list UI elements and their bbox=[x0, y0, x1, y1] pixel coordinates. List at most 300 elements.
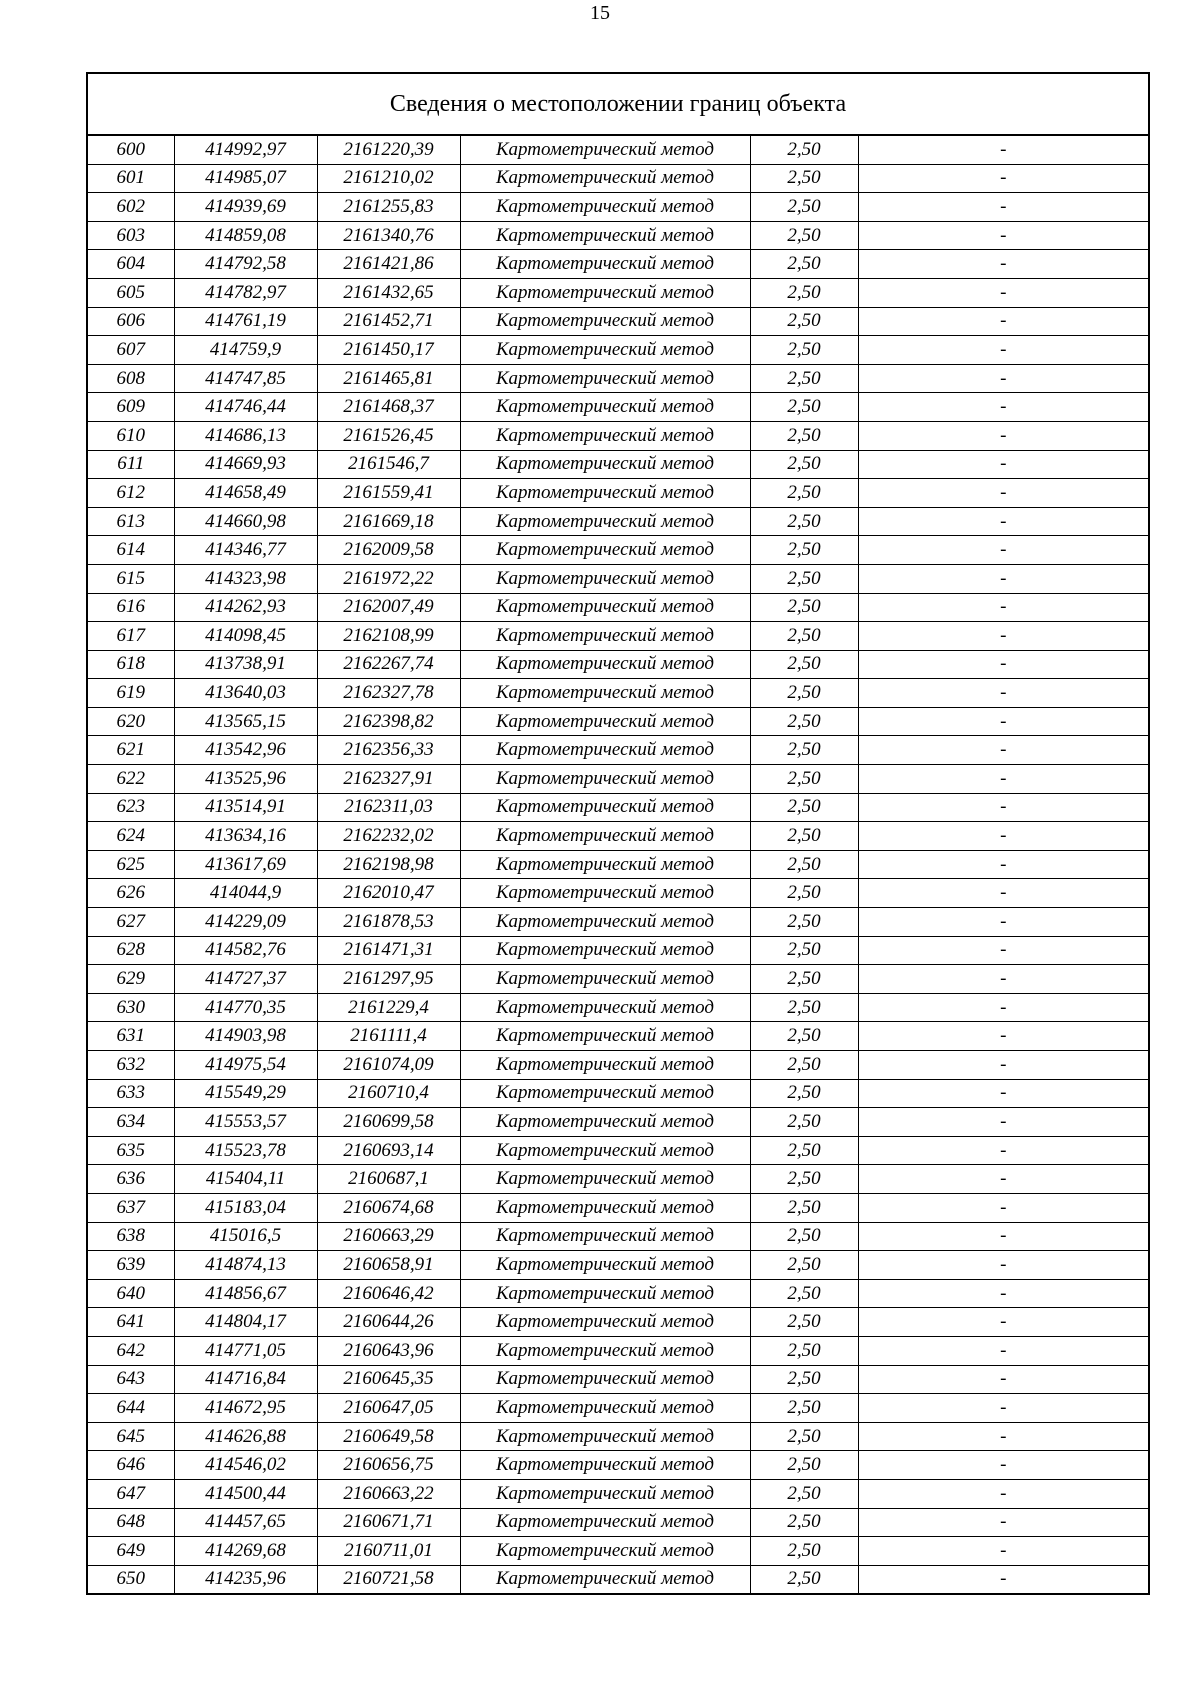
x-coordinate-cell: 414500,44 bbox=[174, 1479, 317, 1508]
description-cell: - bbox=[858, 507, 1148, 536]
description-cell: - bbox=[858, 1479, 1148, 1508]
accuracy-cell: 2,50 bbox=[750, 879, 858, 908]
method-cell: Картометрический метод bbox=[460, 593, 750, 622]
x-coordinate-cell: 414669,93 bbox=[174, 450, 317, 479]
method-cell: Картометрический метод bbox=[460, 1565, 750, 1593]
x-coordinate-cell: 415183,04 bbox=[174, 1193, 317, 1222]
accuracy-cell: 2,50 bbox=[750, 593, 858, 622]
table-row bbox=[88, 765, 1148, 794]
method-cell: Картометрический метод bbox=[460, 536, 750, 565]
description-cell: - bbox=[858, 164, 1148, 193]
y-coordinate-cell: 2160663,22 bbox=[317, 1479, 460, 1508]
y-coordinate-cell: 2161468,37 bbox=[317, 393, 460, 422]
description-cell: - bbox=[858, 936, 1148, 965]
accuracy-cell: 2,50 bbox=[750, 850, 858, 879]
point-number-cell: 603 bbox=[88, 221, 174, 250]
method-cell: Картометрический метод bbox=[460, 1479, 750, 1508]
method-cell: Картометрический метод bbox=[460, 822, 750, 851]
y-coordinate-cell: 2162007,49 bbox=[317, 593, 460, 622]
point-number-cell: 643 bbox=[88, 1365, 174, 1394]
accuracy-cell: 2,50 bbox=[750, 336, 858, 365]
table-row bbox=[88, 278, 1148, 307]
x-coordinate-cell: 414346,77 bbox=[174, 536, 317, 565]
accuracy-cell: 2,50 bbox=[750, 936, 858, 965]
table-row bbox=[88, 1079, 1148, 1108]
method-cell: Картометрический метод bbox=[460, 1022, 750, 1051]
accuracy-cell: 2,50 bbox=[750, 1222, 858, 1251]
accuracy-cell: 2,50 bbox=[750, 393, 858, 422]
description-cell: - bbox=[858, 564, 1148, 593]
method-cell: Картометрический метод bbox=[460, 250, 750, 279]
description-cell: - bbox=[858, 336, 1148, 365]
x-coordinate-cell: 414269,68 bbox=[174, 1537, 317, 1566]
table-row bbox=[88, 593, 1148, 622]
x-coordinate-cell: 414044,9 bbox=[174, 879, 317, 908]
x-coordinate-cell: 414782,97 bbox=[174, 278, 317, 307]
accuracy-cell: 2,50 bbox=[750, 450, 858, 479]
point-number-cell: 604 bbox=[88, 250, 174, 279]
x-coordinate-cell: 413565,15 bbox=[174, 707, 317, 736]
description-cell: - bbox=[858, 850, 1148, 879]
y-coordinate-cell: 2161229,4 bbox=[317, 993, 460, 1022]
point-number-cell: 635 bbox=[88, 1136, 174, 1165]
table-row bbox=[88, 307, 1148, 336]
accuracy-cell: 2,50 bbox=[750, 1022, 858, 1051]
table-row bbox=[88, 1394, 1148, 1423]
accuracy-cell: 2,50 bbox=[750, 278, 858, 307]
description-cell: - bbox=[858, 707, 1148, 736]
table-row bbox=[88, 164, 1148, 193]
table-row bbox=[88, 936, 1148, 965]
method-cell: Картометрический метод bbox=[460, 936, 750, 965]
point-number-cell: 619 bbox=[88, 679, 174, 708]
coordinates-table-body bbox=[88, 136, 1148, 1593]
description-cell: - bbox=[858, 679, 1148, 708]
point-number-cell: 602 bbox=[88, 193, 174, 222]
y-coordinate-cell: 2160663,29 bbox=[317, 1222, 460, 1251]
table-row bbox=[88, 850, 1148, 879]
accuracy-cell: 2,50 bbox=[750, 1422, 858, 1451]
method-cell: Картометрический метод bbox=[460, 136, 750, 164]
y-coordinate-cell: 2160721,58 bbox=[317, 1565, 460, 1593]
table-row bbox=[88, 650, 1148, 679]
accuracy-cell: 2,50 bbox=[750, 1508, 858, 1537]
point-number-cell: 627 bbox=[88, 908, 174, 937]
description-cell: - bbox=[858, 622, 1148, 651]
accuracy-cell: 2,50 bbox=[750, 221, 858, 250]
method-cell: Картометрический метод bbox=[460, 336, 750, 365]
point-number-cell: 625 bbox=[88, 850, 174, 879]
method-cell: Картометрический метод bbox=[460, 908, 750, 937]
point-number-cell: 631 bbox=[88, 1022, 174, 1051]
y-coordinate-cell: 2160658,91 bbox=[317, 1251, 460, 1280]
accuracy-cell: 2,50 bbox=[750, 1565, 858, 1593]
description-cell: - bbox=[858, 965, 1148, 994]
point-number-cell: 609 bbox=[88, 393, 174, 422]
method-cell: Картометрический метод bbox=[460, 736, 750, 765]
y-coordinate-cell: 2161526,45 bbox=[317, 421, 460, 450]
description-cell: - bbox=[858, 450, 1148, 479]
method-cell: Картометрический метод bbox=[460, 1136, 750, 1165]
x-coordinate-cell: 414874,13 bbox=[174, 1251, 317, 1280]
x-coordinate-cell: 415404,11 bbox=[174, 1165, 317, 1194]
method-cell: Картометрический метод bbox=[460, 1079, 750, 1108]
x-coordinate-cell: 414546,02 bbox=[174, 1451, 317, 1480]
method-cell: Картометрический метод bbox=[460, 1422, 750, 1451]
table-row bbox=[88, 421, 1148, 450]
y-coordinate-cell: 2161559,41 bbox=[317, 479, 460, 508]
description-cell: - bbox=[858, 136, 1148, 164]
point-number-cell: 606 bbox=[88, 307, 174, 336]
description-cell: - bbox=[858, 1365, 1148, 1394]
x-coordinate-cell: 414992,97 bbox=[174, 136, 317, 164]
table-row bbox=[88, 450, 1148, 479]
table-row bbox=[88, 1022, 1148, 1051]
page-number: 15 bbox=[590, 2, 610, 24]
point-number-cell: 638 bbox=[88, 1222, 174, 1251]
method-cell: Картометрический метод bbox=[460, 793, 750, 822]
accuracy-cell: 2,50 bbox=[750, 1165, 858, 1194]
point-number-cell: 608 bbox=[88, 364, 174, 393]
table-row bbox=[88, 536, 1148, 565]
point-number-cell: 630 bbox=[88, 993, 174, 1022]
table-row bbox=[88, 136, 1148, 164]
table-row bbox=[88, 564, 1148, 593]
method-cell: Картометрический метод bbox=[460, 1251, 750, 1280]
table-row bbox=[88, 1479, 1148, 1508]
x-coordinate-cell: 414746,44 bbox=[174, 393, 317, 422]
x-coordinate-cell: 414856,67 bbox=[174, 1279, 317, 1308]
table-row bbox=[88, 1222, 1148, 1251]
y-coordinate-cell: 2160693,14 bbox=[317, 1136, 460, 1165]
table-row bbox=[88, 1108, 1148, 1137]
y-coordinate-cell: 2161432,65 bbox=[317, 278, 460, 307]
table-row bbox=[88, 1422, 1148, 1451]
table-row bbox=[88, 908, 1148, 937]
description-cell: - bbox=[858, 593, 1148, 622]
y-coordinate-cell: 2162009,58 bbox=[317, 536, 460, 565]
y-coordinate-cell: 2160647,05 bbox=[317, 1394, 460, 1423]
point-number-cell: 601 bbox=[88, 164, 174, 193]
y-coordinate-cell: 2161465,81 bbox=[317, 364, 460, 393]
table-row bbox=[88, 879, 1148, 908]
point-number-cell: 612 bbox=[88, 479, 174, 508]
accuracy-cell: 2,50 bbox=[750, 536, 858, 565]
description-cell: - bbox=[858, 879, 1148, 908]
point-number-cell: 613 bbox=[88, 507, 174, 536]
point-number-cell: 615 bbox=[88, 564, 174, 593]
accuracy-cell: 2,50 bbox=[750, 164, 858, 193]
point-number-cell: 624 bbox=[88, 822, 174, 851]
method-cell: Картометрический метод bbox=[460, 1279, 750, 1308]
x-coordinate-cell: 415016,5 bbox=[174, 1222, 317, 1251]
accuracy-cell: 2,50 bbox=[750, 1136, 858, 1165]
table-row bbox=[88, 1165, 1148, 1194]
x-coordinate-cell: 414759,9 bbox=[174, 336, 317, 365]
point-number-cell: 632 bbox=[88, 1051, 174, 1080]
table-row bbox=[88, 822, 1148, 851]
point-number-cell: 650 bbox=[88, 1565, 174, 1593]
accuracy-cell: 2,50 bbox=[750, 993, 858, 1022]
method-cell: Картометрический метод bbox=[460, 193, 750, 222]
boundary-table-frame bbox=[86, 72, 1150, 1595]
accuracy-cell: 2,50 bbox=[750, 250, 858, 279]
table-row bbox=[88, 1279, 1148, 1308]
accuracy-cell: 2,50 bbox=[750, 679, 858, 708]
method-cell: Картометрический метод bbox=[460, 164, 750, 193]
table-row bbox=[88, 1508, 1148, 1537]
accuracy-cell: 2,50 bbox=[750, 736, 858, 765]
method-cell: Картометрический метод bbox=[460, 364, 750, 393]
accuracy-cell: 2,50 bbox=[750, 479, 858, 508]
x-coordinate-cell: 413542,96 bbox=[174, 736, 317, 765]
point-number-cell: 618 bbox=[88, 650, 174, 679]
method-cell: Картометрический метод bbox=[460, 1308, 750, 1337]
method-cell: Картометрический метод bbox=[460, 221, 750, 250]
accuracy-cell: 2,50 bbox=[750, 765, 858, 794]
method-cell: Картометрический метод bbox=[460, 307, 750, 336]
method-cell: Картометрический метод bbox=[460, 1222, 750, 1251]
y-coordinate-cell: 2160644,26 bbox=[317, 1308, 460, 1337]
description-cell: - bbox=[858, 1251, 1148, 1280]
point-number-cell: 648 bbox=[88, 1508, 174, 1537]
description-cell: - bbox=[858, 364, 1148, 393]
description-cell: - bbox=[858, 1165, 1148, 1194]
y-coordinate-cell: 2162327,78 bbox=[317, 679, 460, 708]
point-number-cell: 636 bbox=[88, 1165, 174, 1194]
x-coordinate-cell: 414747,85 bbox=[174, 364, 317, 393]
table-row bbox=[88, 1136, 1148, 1165]
point-number-cell: 639 bbox=[88, 1251, 174, 1280]
method-cell: Картометрический метод bbox=[460, 450, 750, 479]
y-coordinate-cell: 2161340,76 bbox=[317, 221, 460, 250]
point-number-cell: 620 bbox=[88, 707, 174, 736]
table-row bbox=[88, 1365, 1148, 1394]
method-cell: Картометрический метод bbox=[460, 650, 750, 679]
method-cell: Картометрический метод bbox=[460, 679, 750, 708]
accuracy-cell: 2,50 bbox=[750, 822, 858, 851]
x-coordinate-cell: 414939,69 bbox=[174, 193, 317, 222]
y-coordinate-cell: 2162010,47 bbox=[317, 879, 460, 908]
x-coordinate-cell: 414727,37 bbox=[174, 965, 317, 994]
table-row bbox=[88, 1051, 1148, 1080]
table-row bbox=[88, 1336, 1148, 1365]
y-coordinate-cell: 2162232,02 bbox=[317, 822, 460, 851]
accuracy-cell: 2,50 bbox=[750, 908, 858, 937]
accuracy-cell: 2,50 bbox=[750, 564, 858, 593]
description-cell: - bbox=[858, 1136, 1148, 1165]
point-number-cell: 610 bbox=[88, 421, 174, 450]
description-cell: - bbox=[858, 1222, 1148, 1251]
y-coordinate-cell: 2162108,99 bbox=[317, 622, 460, 651]
accuracy-cell: 2,50 bbox=[750, 1251, 858, 1280]
accuracy-cell: 2,50 bbox=[750, 1108, 858, 1137]
table-row bbox=[88, 1308, 1148, 1337]
description-cell: - bbox=[858, 793, 1148, 822]
accuracy-cell: 2,50 bbox=[750, 793, 858, 822]
x-coordinate-cell: 414658,49 bbox=[174, 479, 317, 508]
y-coordinate-cell: 2160671,71 bbox=[317, 1508, 460, 1537]
x-coordinate-cell: 414903,98 bbox=[174, 1022, 317, 1051]
table-row bbox=[88, 336, 1148, 365]
table-row bbox=[88, 1451, 1148, 1480]
accuracy-cell: 2,50 bbox=[750, 1365, 858, 1394]
description-cell: - bbox=[858, 1079, 1148, 1108]
table-row bbox=[88, 250, 1148, 279]
description-cell: - bbox=[858, 993, 1148, 1022]
description-cell: - bbox=[858, 278, 1148, 307]
y-coordinate-cell: 2161111,4 bbox=[317, 1022, 460, 1051]
x-coordinate-cell: 415549,29 bbox=[174, 1079, 317, 1108]
accuracy-cell: 2,50 bbox=[750, 1479, 858, 1508]
x-coordinate-cell: 414323,98 bbox=[174, 564, 317, 593]
table-row bbox=[88, 622, 1148, 651]
point-number-cell: 629 bbox=[88, 965, 174, 994]
y-coordinate-cell: 2161452,71 bbox=[317, 307, 460, 336]
accuracy-cell: 2,50 bbox=[750, 507, 858, 536]
y-coordinate-cell: 2161220,39 bbox=[317, 136, 460, 164]
y-coordinate-cell: 2161255,83 bbox=[317, 193, 460, 222]
table-title: Сведения о местоположении границ объекта bbox=[88, 74, 1148, 136]
y-coordinate-cell: 2160649,58 bbox=[317, 1422, 460, 1451]
method-cell: Картометрический метод bbox=[460, 707, 750, 736]
accuracy-cell: 2,50 bbox=[750, 1051, 858, 1080]
method-cell: Картометрический метод bbox=[460, 1165, 750, 1194]
description-cell: - bbox=[858, 908, 1148, 937]
y-coordinate-cell: 2160710,4 bbox=[317, 1079, 460, 1108]
method-cell: Картометрический метод bbox=[460, 879, 750, 908]
point-number-cell: 600 bbox=[88, 136, 174, 164]
table-row bbox=[88, 1251, 1148, 1280]
table-row bbox=[88, 193, 1148, 222]
table-row bbox=[88, 707, 1148, 736]
y-coordinate-cell: 2161669,18 bbox=[317, 507, 460, 536]
x-coordinate-cell: 414262,93 bbox=[174, 593, 317, 622]
point-number-cell: 637 bbox=[88, 1193, 174, 1222]
y-coordinate-cell: 2161210,02 bbox=[317, 164, 460, 193]
y-coordinate-cell: 2162198,98 bbox=[317, 850, 460, 879]
y-coordinate-cell: 2160643,96 bbox=[317, 1336, 460, 1365]
point-number-cell: 646 bbox=[88, 1451, 174, 1480]
method-cell: Картометрический метод bbox=[460, 1193, 750, 1222]
x-coordinate-cell: 414235,96 bbox=[174, 1565, 317, 1593]
description-cell: - bbox=[858, 393, 1148, 422]
description-cell: - bbox=[858, 193, 1148, 222]
y-coordinate-cell: 2161972,22 bbox=[317, 564, 460, 593]
y-coordinate-cell: 2161297,95 bbox=[317, 965, 460, 994]
table-row bbox=[88, 736, 1148, 765]
point-number-cell: 622 bbox=[88, 765, 174, 794]
y-coordinate-cell: 2160699,58 bbox=[317, 1108, 460, 1137]
method-cell: Картометрический метод bbox=[460, 1365, 750, 1394]
accuracy-cell: 2,50 bbox=[750, 707, 858, 736]
table-row bbox=[88, 1565, 1148, 1593]
description-cell: - bbox=[858, 250, 1148, 279]
point-number-cell: 641 bbox=[88, 1308, 174, 1337]
table-row bbox=[88, 793, 1148, 822]
x-coordinate-cell: 414770,35 bbox=[174, 993, 317, 1022]
y-coordinate-cell: 2160656,75 bbox=[317, 1451, 460, 1480]
accuracy-cell: 2,50 bbox=[750, 1336, 858, 1365]
x-coordinate-cell: 414804,17 bbox=[174, 1308, 317, 1337]
description-cell: - bbox=[858, 1193, 1148, 1222]
y-coordinate-cell: 2160687,1 bbox=[317, 1165, 460, 1194]
table-row bbox=[88, 1537, 1148, 1566]
point-number-cell: 611 bbox=[88, 450, 174, 479]
method-cell: Картометрический метод bbox=[460, 421, 750, 450]
description-cell: - bbox=[858, 1108, 1148, 1137]
x-coordinate-cell: 413617,69 bbox=[174, 850, 317, 879]
x-coordinate-cell: 414792,58 bbox=[174, 250, 317, 279]
description-cell: - bbox=[858, 221, 1148, 250]
method-cell: Картометрический метод bbox=[460, 1051, 750, 1080]
point-number-cell: 647 bbox=[88, 1479, 174, 1508]
accuracy-cell: 2,50 bbox=[750, 622, 858, 651]
method-cell: Картометрический метод bbox=[460, 1394, 750, 1423]
table-row bbox=[88, 393, 1148, 422]
x-coordinate-cell: 414761,19 bbox=[174, 307, 317, 336]
description-cell: - bbox=[858, 1336, 1148, 1365]
accuracy-cell: 2,50 bbox=[750, 650, 858, 679]
method-cell: Картометрический метод bbox=[460, 622, 750, 651]
accuracy-cell: 2,50 bbox=[750, 1193, 858, 1222]
point-number-cell: 614 bbox=[88, 536, 174, 565]
point-number-cell: 644 bbox=[88, 1394, 174, 1423]
y-coordinate-cell: 2162311,03 bbox=[317, 793, 460, 822]
y-coordinate-cell: 2161471,31 bbox=[317, 936, 460, 965]
method-cell: Картометрический метод bbox=[460, 765, 750, 794]
y-coordinate-cell: 2160646,42 bbox=[317, 1279, 460, 1308]
description-cell: - bbox=[858, 765, 1148, 794]
x-coordinate-cell: 415523,78 bbox=[174, 1136, 317, 1165]
y-coordinate-cell: 2161450,17 bbox=[317, 336, 460, 365]
table-row bbox=[88, 364, 1148, 393]
accuracy-cell: 2,50 bbox=[750, 1308, 858, 1337]
description-cell: - bbox=[858, 1508, 1148, 1537]
description-cell: - bbox=[858, 1022, 1148, 1051]
description-cell: - bbox=[858, 1422, 1148, 1451]
point-number-cell: 634 bbox=[88, 1108, 174, 1137]
point-number-cell: 640 bbox=[88, 1279, 174, 1308]
point-number-cell: 623 bbox=[88, 793, 174, 822]
x-coordinate-cell: 413525,96 bbox=[174, 765, 317, 794]
accuracy-cell: 2,50 bbox=[750, 1079, 858, 1108]
accuracy-cell: 2,50 bbox=[750, 307, 858, 336]
method-cell: Картометрический метод bbox=[460, 1537, 750, 1566]
table-row bbox=[88, 679, 1148, 708]
x-coordinate-cell: 414457,65 bbox=[174, 1508, 317, 1537]
point-number-cell: 616 bbox=[88, 593, 174, 622]
method-cell: Картометрический метод bbox=[460, 850, 750, 879]
point-number-cell: 642 bbox=[88, 1336, 174, 1365]
x-coordinate-cell: 414771,05 bbox=[174, 1336, 317, 1365]
description-cell: - bbox=[858, 536, 1148, 565]
description-cell: - bbox=[858, 1451, 1148, 1480]
description-cell: - bbox=[858, 1279, 1148, 1308]
x-coordinate-cell: 413640,03 bbox=[174, 679, 317, 708]
method-cell: Картометрический метод bbox=[460, 278, 750, 307]
point-number-cell: 633 bbox=[88, 1079, 174, 1108]
description-cell: - bbox=[858, 1308, 1148, 1337]
x-coordinate-cell: 413514,91 bbox=[174, 793, 317, 822]
point-number-cell: 645 bbox=[88, 1422, 174, 1451]
table-row bbox=[88, 965, 1148, 994]
accuracy-cell: 2,50 bbox=[750, 364, 858, 393]
point-number-cell: 628 bbox=[88, 936, 174, 965]
x-coordinate-cell: 414660,98 bbox=[174, 507, 317, 536]
table-row bbox=[88, 993, 1148, 1022]
table-row bbox=[88, 1193, 1148, 1222]
